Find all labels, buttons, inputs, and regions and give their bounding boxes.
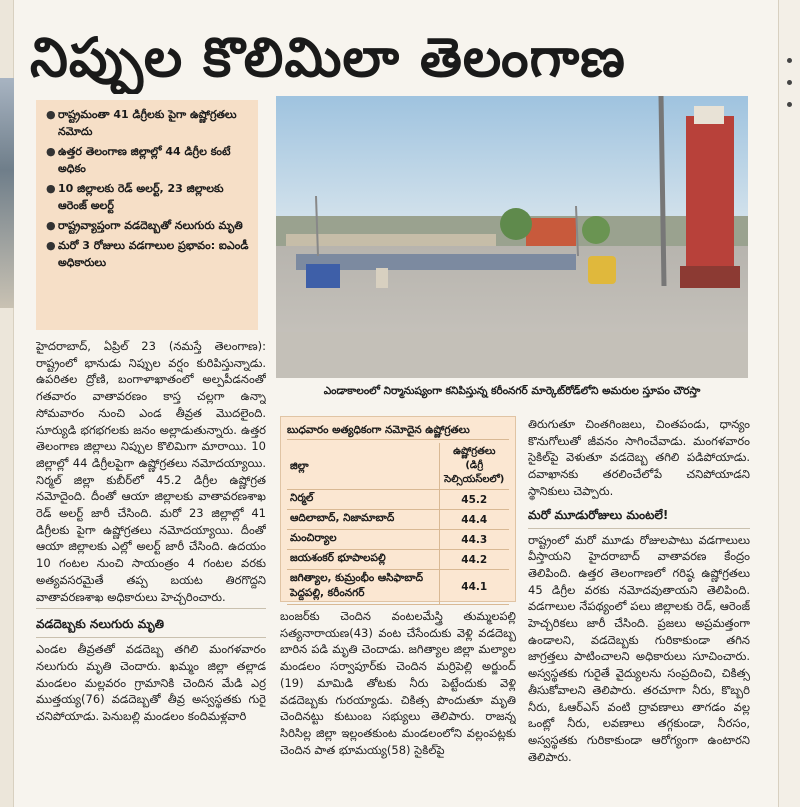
- subhead-three-more-days: మరో మూడురోజులు మంటలే!: [528, 507, 669, 522]
- subhead-heatstroke-deaths: వడదెబ్బకు నలుగురు మృతి: [36, 617, 165, 632]
- article-body: ఎండల తీవ్రతతో వడదెబ్బ తగిలి మంగళవారం నలుగురు మృతి చెందారు. ఖమ్మం జిల్లా తల్లాడ మండలం మల్లవరం గ్రామానికి చెందిన మేడి ఎర్ర ముత్తయ్య(76) వడదెబ్బతో తీవ్ర అస్వస్థతకు గురై చనిపోయాడు. పెనుబల్లి మండలం కందిమళ్లవారి: [36, 642, 266, 724]
- header-temperature: ఉష్ణోగ్రతలు (డిగ్రీ సెల్సియస్‌లలో): [439, 443, 509, 490]
- highlight-item: [46, 143, 250, 177]
- highlight-text: 10 జిల్లాలకు రెడ్ అలర్ట్, 23 జిల్లాలకు ఆరెంజ్ అలర్ట్: [58, 182, 224, 212]
- article-body: హైదరాబాద్, ఏప్రిల్ 23 (నమస్తే తెలంగాణ): రాష్ట్రంలో భానుడు నిప్పుల వర్షం కురిపిస్తున్నాడు. ఉపరితల ద్రోణి, బంగాళాఖాతంలో అల్పపీడనంతో గతవారం వాతావరణం కాస్త చల్లగా ఉన్నా సోమవారం నుంచి ఎండ తీవ్రత మొదలైంది. సూర్యుడి భగభగలకు జనం అల్లాడుతున్నారు. ఉత్తర తెలంగాణ జిల్లాలు నిప్పుల కొలిమిగా మారాయి. 10 జిల్లాల్లో 44 డిగ్రీలపైగా ఉష్ణోగ్రతలు నమోదయ్యాయి. నిర్మల్ జిల్లా కుబీర్‌లో 45.2 డిగ్రీల ఉష్ణోగ్రత నమోదైంది. దీంతో ఆయా జిల్లాలకు వాతావరణశాఖ రెడ్ అలర్ట్ జారీ చేసింది. మరో 23 జిల్లాల్లో 41 డిగ్రీలకు పైగా ఉష్ణోగ్రతలు నమోదయ్యాయి. దీంతో ఆయా జిల్లాలకు ఎల్లో అలర్ట్ జారీ చేసింది. ఉదయం 10 గంటల నుంచి సాయంత్రం 4 గంటల వరకు అత్యవసరమైతే తప్ప బయట తిరగొద్దని వాతావరణశాఖ అధికారులు హెచ్చరించారు.: [36, 339, 266, 604]
- bullet-dot: [787, 80, 792, 85]
- highlight-text: మరో 3 రోజులు వడగాలుల ప్రభావం: ఐఎండీ అధికారులు: [58, 239, 249, 269]
- street-photo-illustration: [276, 96, 748, 378]
- bullet-icon: ●: [46, 219, 56, 232]
- temperature-table-box: [280, 416, 516, 602]
- highlight-text: రాష్ట్రమంతా 41 డిగ్రీలకు పైగా ఉష్ణోగ్రతలు నమోదు: [58, 108, 237, 138]
- temp-cell: 45.2: [439, 490, 509, 510]
- bullet-dot: [787, 102, 792, 107]
- street-photo: [276, 96, 748, 378]
- adjacent-page-strip-left: [0, 0, 14, 807]
- table-row: [287, 490, 509, 510]
- bullet-dot: [787, 58, 792, 63]
- district-cell: జయశంకర్ భూపాలపల్లి: [287, 550, 439, 570]
- adjacent-page-strip-right: [778, 0, 800, 807]
- article-column-1: [36, 338, 266, 804]
- highlight-text: రాష్ట్రవ్యాప్తంగా వడదెబ్బతో నలుగురు మృతి: [58, 219, 243, 232]
- temp-cell: 44.4: [439, 510, 509, 530]
- highlight-item: [46, 237, 250, 271]
- temperature-table: [287, 443, 509, 605]
- highlight-item: [46, 217, 250, 234]
- divider: [528, 528, 750, 529]
- photo-caption: ఎండాకాలంలో నిర్మానుష్యంగా కనిపిస్తున్న కరీంనగర్ మార్కెట్‌రోడ్‌లోని అమరుల స్తూపం చౌరస్తా: [276, 380, 748, 402]
- table-row: [287, 550, 509, 570]
- district-cell: జగిత్యాల, కుమ్రంభీం ఆసిఫాబాద్ పెద్దపల్లి, కరీంనగర్: [287, 570, 439, 605]
- adjacent-photo-fragment: [0, 78, 14, 308]
- headline: నిప్పుల కొలిమిలా తెలంగాణ: [30, 26, 626, 89]
- article-body: బంజర్‌కు చెందిన వంటలమేస్త్రి తుమ్మలపల్లి సత్యనారాయణ(43) వంట చేసేందుకు వెళ్లి వడదెబ్బ బారిన పడి మృతి చెందాడు. జగిత్యాల జిల్లా మల్యాల మండలం సర్వాపూర్‌కు చెందిన మర్రిపెల్లి అర్జుంద్ (19) మామిడి తోటకు నీరు పెట్టేందుకు వెళ్లి వడదెబ్బకు గురయ్యాడు. చికిత్స పొందుతూ మృతి చెందినట్టు కుటుంబ సభ్యులు తెలిపారు. రాజన్న సిరిసిల్ల జిల్లా ఇల్లంతకుంట మండలంలోని వల్లంపట్లకు చెందిన పాత భూమయ్య(58) సైకిల్‌పై: [280, 609, 516, 757]
- highlight-item: [46, 180, 250, 214]
- article-column-2: [280, 608, 516, 804]
- district-cell: నిర్మల్: [287, 490, 439, 510]
- temp-cell: 44.2: [439, 550, 509, 570]
- divider: [36, 637, 266, 638]
- district-cell: మంచిర్యాల: [287, 530, 439, 550]
- district-cell: ఆదిలాబాద్, నిజామాబాద్: [287, 510, 439, 530]
- bullet-icon: ●: [46, 108, 56, 121]
- table-title: బుధవారం అత్యధికంగా నమోదైన ఉష్ణోగ్రతలు: [287, 421, 509, 440]
- temp-cell: 44.1: [439, 570, 509, 605]
- article-body: రాష్ట్రంలో మరో మూడు రోజులపాటు వడగాలులు వీస్తాయని హైదరాబాద్ వాతావరణ కేంద్రం తెలిపింది. ఉత్తర తెలంగాణలో గరిష్ఠ ఉష్ణోగ్రతలు 45 డిగ్రీల వరకు నమోదవుతాయని తెలిపింది. వడగాలుల నేపథ్యంలో పలు జిల్లాలకు రెడ్, ఆరెంజ్ హెచ్చరికలు జారీ చేసింది. ప్రజలు అప్రమత్తంగా ఉండాలని, వడదెబ్బకు గురికాకుండా తగిన జాగ్రత్తలు పాటించాలని అధికారులు సూచించారు. అస్వస్థతకు గురైతే వైద్యులను సంప్రదించి, చికిత్స తీసుకోవాలని తెలిపారు. తరచూగా నీరు, కొబ్బరి నీరు, ఓఆర్‌ఎస్ వంటి ద్రావణాలు తాగడం వల్ల ఒంట్లో నీరు, లవణాలు తగ్గకుండా, నీరసం, అస్వస్థతకు గురికాకుండా ఆరోగ్యంగా ఉంటారని తెలిపారు.: [528, 532, 750, 764]
- highlights-box: [36, 100, 258, 330]
- table-header-row: [287, 443, 509, 490]
- header-district: జిల్లా: [287, 443, 439, 490]
- article-column-3: [528, 416, 750, 804]
- bullet-icon: ●: [46, 145, 56, 158]
- divider: [36, 608, 266, 609]
- highlight-text: ఉత్తర తెలంగాణ జిల్లాల్లో 44 డిగ్రీల కంటే అధికం: [58, 145, 231, 175]
- bullet-icon: ●: [46, 239, 56, 252]
- table-row: [287, 530, 509, 550]
- highlight-item: [46, 106, 250, 140]
- article-body: తిరుగుతూ చింతగింజలు, చింతపండు, ధాన్యం కొనుగోలుతో జీవనం సాగించేవాడు. మంగళవారం సైకిల్‌పై వెళుతూ వడదెబ్బ తగిలి పడిపోయాడు. దవాఖానకు తరలించేలోపే చనిపోయాడని స్థానికులు చెప్పారు.: [528, 417, 750, 498]
- table-row: [287, 510, 509, 530]
- bullet-icon: ●: [46, 182, 56, 195]
- table-row: [287, 570, 509, 605]
- temp-cell: 44.3: [439, 530, 509, 550]
